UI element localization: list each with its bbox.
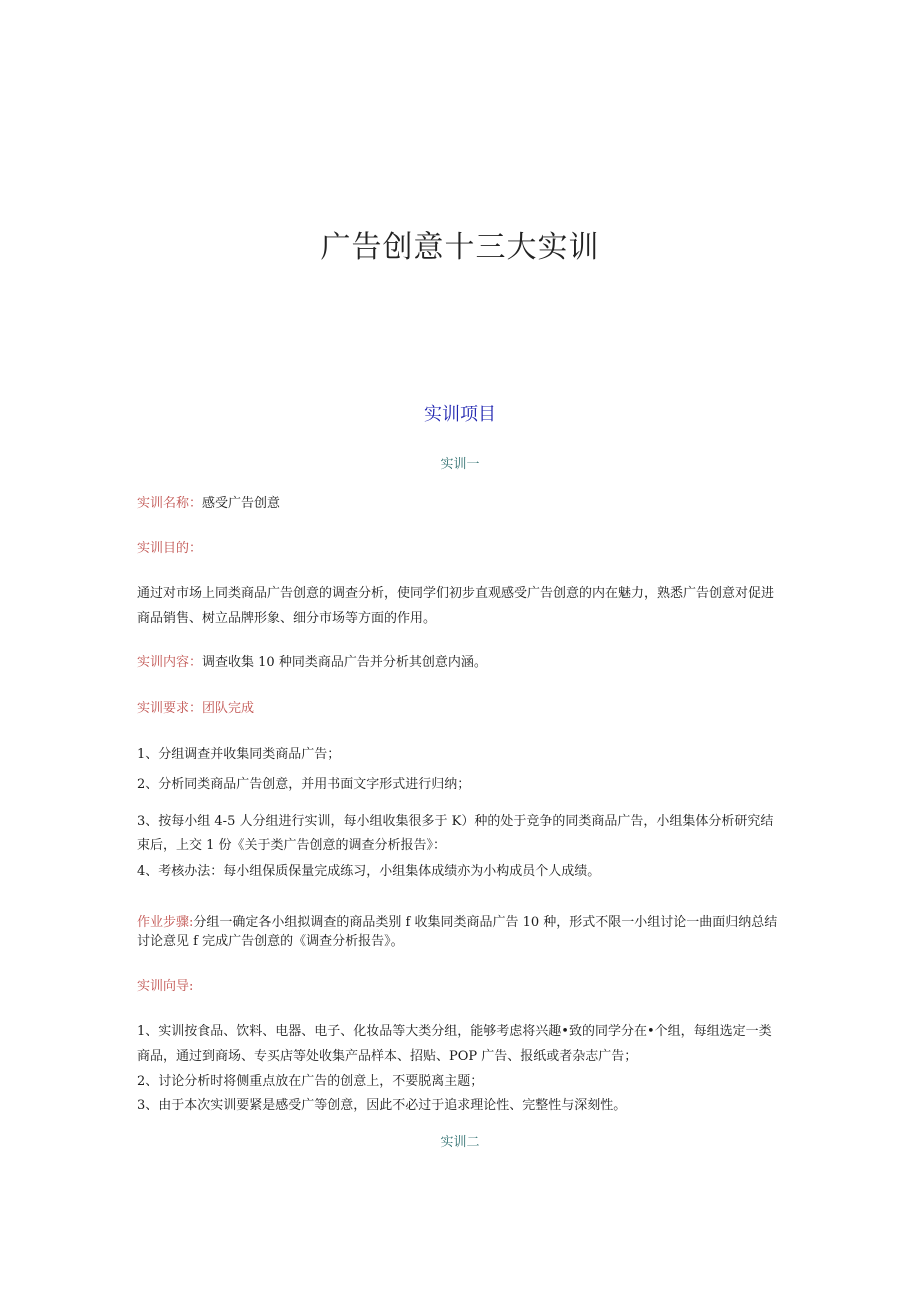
training-1-heading: 实训一	[440, 457, 480, 472]
guide-item-continued: 商品，通过到商场、专买店等处收集产品样本、招贴、POP 广告、报纸或者杂志广告；	[137, 1049, 638, 1064]
section-heading: 实训项目	[424, 404, 496, 425]
training-name-line	[137, 492, 787, 516]
guide-item: 1、实训按食品、饮料、电器、电子、化妆品等大类分组，能够考虑将兴趣•致的同学分在•个组，每组选定一类	[137, 1024, 772, 1039]
training-name-label: 实训名称：	[137, 496, 203, 511]
guide-item: 2、讨论分析时将侧重点放在广告的创意上，不要脱离主题；	[137, 1074, 484, 1089]
steps-text-1: 分组一确定各小组拟调查的商品类别 f 收集同类商品广告 10 种，形式不限一小组讨论一曲面归纳总结	[193, 915, 778, 930]
training-purpose-label: 实训目的：	[137, 541, 203, 556]
guide-item: 3、由于本次实训要紧是感受广等创意，因此不必过于追求理论性、完整性与深刻性。	[137, 1098, 627, 1113]
purpose-line-2: 商品销售、树立品牌形象、细分市场等方面的作用。	[137, 611, 437, 626]
training-content-label: 实训内容：	[137, 655, 203, 670]
guide-label: 实训向导:	[137, 979, 194, 994]
training-requirement-line	[137, 697, 787, 721]
training-requirement-value: 团队完成	[202, 701, 255, 716]
purpose-line-1: 通过对市场上同类商品广告创意的调查分析，使同学们初步直观感受广告创意的内在魅力，熟悉广告创意对促进	[137, 586, 775, 601]
steps-label: 作业步骤:	[137, 915, 194, 930]
requirement-item-continued: 束后，上交 1 份《关于类广告创意的调查分析报告》：	[137, 838, 447, 853]
training-2-heading: 实训二	[440, 1135, 480, 1150]
steps-line-2: 讨论意见 f 完成广告创意的《调查分析报告》。	[137, 934, 404, 949]
requirement-item: 2、分析同类商品广告创意，并用书面文字形式进行归纳；	[137, 777, 471, 792]
training-name-value: 感受广告创意	[202, 496, 281, 511]
document-title: 广告创意十三大实训	[320, 230, 600, 265]
training-content-line	[137, 651, 787, 675]
requirement-item: 1、分组调查并收集同类商品广告；	[137, 747, 341, 762]
requirement-item: 3、按每小组 4-5 人分组进行实训，每小组收集很多于 K）种的处于竞争的同类商品广告，小组集体分析研究结	[137, 814, 774, 829]
requirement-item: 4、考核办法：每小组保质保量完成练习，小组集体成绩亦为小构成员个人成绩。	[137, 864, 601, 879]
training-requirement-label: 实训要求：	[137, 701, 203, 716]
training-content-value: 调查收集 10 种同类商品广告并分析其创意内涵。	[202, 655, 487, 670]
